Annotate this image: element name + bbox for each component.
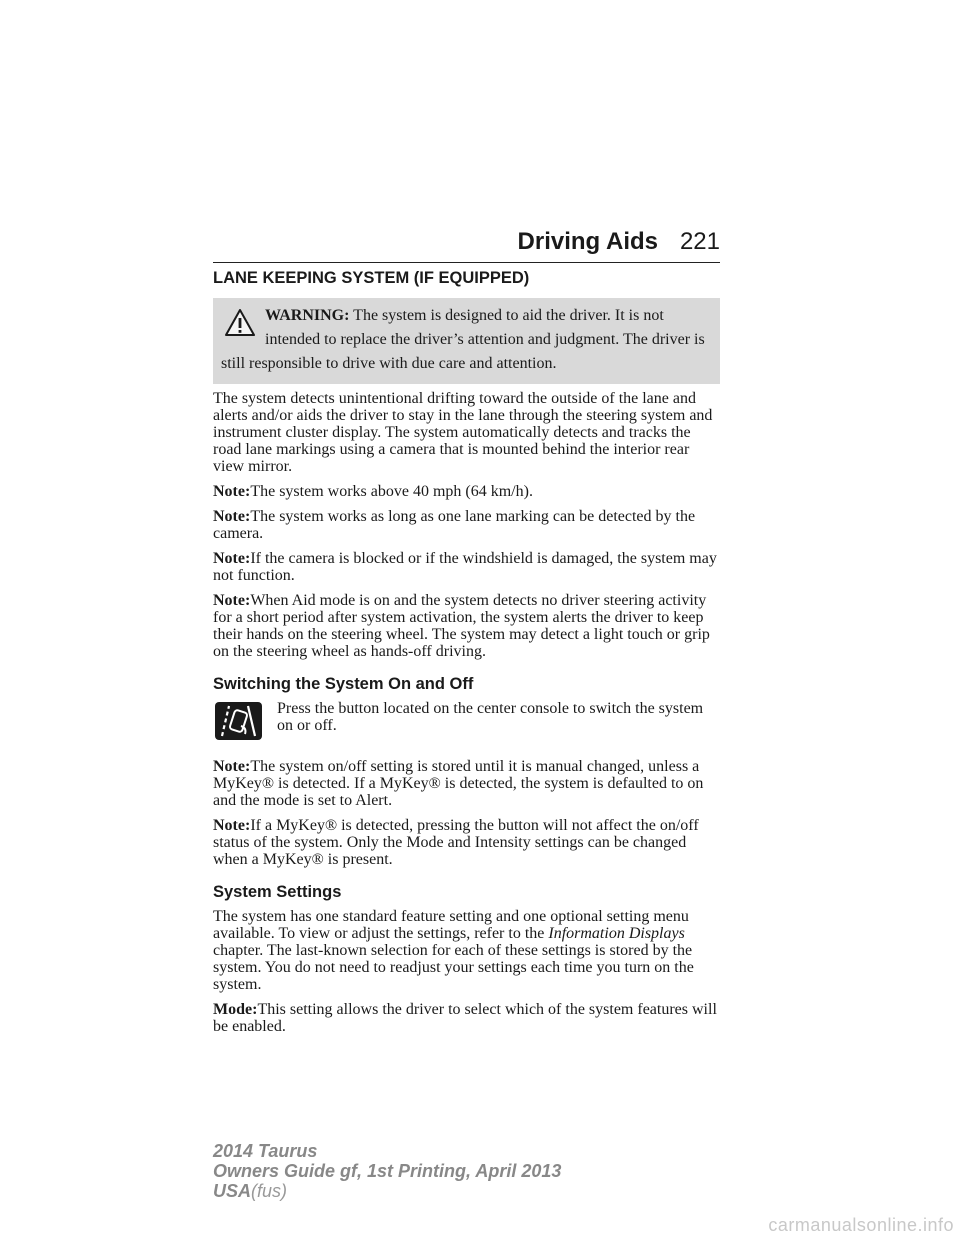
settings-text-after: chapter. The last-known selection for each of these settings is stored by the system. You do not need to readjust your settings each time you turn on the system. [213,942,694,993]
note-text: The system works above 40 mph (64 km/h). [250,483,533,500]
settings-ref-link: Information Displays [548,925,685,942]
footer-region: USA [213,1181,252,1201]
settings-paragraph [213,908,720,993]
warning-box [213,298,720,384]
warning-text: The system is designed to aid the driver. It is not intended to replace the driver’s attention and judgment. The driver is still responsible to drive with due care and attention. [221,307,705,372]
note-label: Note: [213,592,251,609]
note-text: When Aid mode is on and the system detects no driver steering activity for a short period after system activation, the system alerts the driver to keep their hands on the steering wheel. The system may detect a light touch or grip on the steering wheel as hands-off driving. [213,592,710,660]
settings-heading: System Settings [213,883,342,901]
note-label: Note: [213,508,251,525]
page-content [213,268,720,1043]
page-footer [213,1141,561,1201]
footer-model: 2014 Taurus [213,1141,318,1161]
page-header [213,226,720,263]
note-text: If a MyKey® is detected, pressing the button will not affect the on/off status of the system. Only the Mode and Intensity settings can be changed when a MyKey® is present. [213,817,699,868]
mode-text: This setting allows the driver to select which of the system features will be enabled. [213,1001,717,1035]
warning-triangle-icon [225,308,255,338]
settings-text-before: The system has one standard feature setting and one optional setting menu available. To view or adjust the settings, refer to the [213,908,689,942]
warning-label: WARNING: [265,307,350,324]
note-text: The system works as long as one lane marking can be detected by the camera. [213,508,696,542]
section-title: LANE KEEPING SYSTEM (IF EQUIPPED) [213,269,530,287]
note-label: Note: [213,758,251,775]
note-text: The system on/off setting is stored until it is manual changed, unless a MyKey® is detected. If a MyKey® is detected, the system is defaulted to on and the mode is set to Alert. [213,758,704,809]
note-paragraph [213,758,720,809]
lane-keeping-icon [215,702,262,740]
note-paragraph [213,483,720,500]
page-number: 221 [679,228,720,255]
note-label: Note: [213,550,251,567]
note-paragraph [213,817,720,868]
mode-paragraph [213,1001,720,1035]
note-label: Note: [213,817,251,834]
footer-region-code: (fus) [251,1181,288,1201]
note-label: Note: [213,483,251,500]
switching-heading: Switching the System On and Off [213,675,474,693]
mode-label: Mode: [213,1001,258,1018]
watermark: carmanualsonline.info [768,1215,954,1235]
note-paragraph [213,592,720,660]
footer-edition: Owners Guide gf, 1st Printing, April 2013 [213,1161,562,1181]
note-text: If the camera is blocked or if the windshield is damaged, the system may not function. [213,550,717,584]
chapter-title: Driving Aids [517,228,658,255]
note-paragraph [213,550,720,584]
switching-row [213,700,720,748]
switching-text: Press the button located on the center console to switch the system on or off. [277,700,704,734]
intro-paragraph: The system detects unintentional drifting toward the outside of the lane and alerts and/or aids the driver to stay in the lane through the steering system and instrument cluster display. The system automatically detects and tracks the road lane markings using a camera that is mounted behind the interior rear view mirror. [213,390,713,475]
note-paragraph [213,508,720,542]
